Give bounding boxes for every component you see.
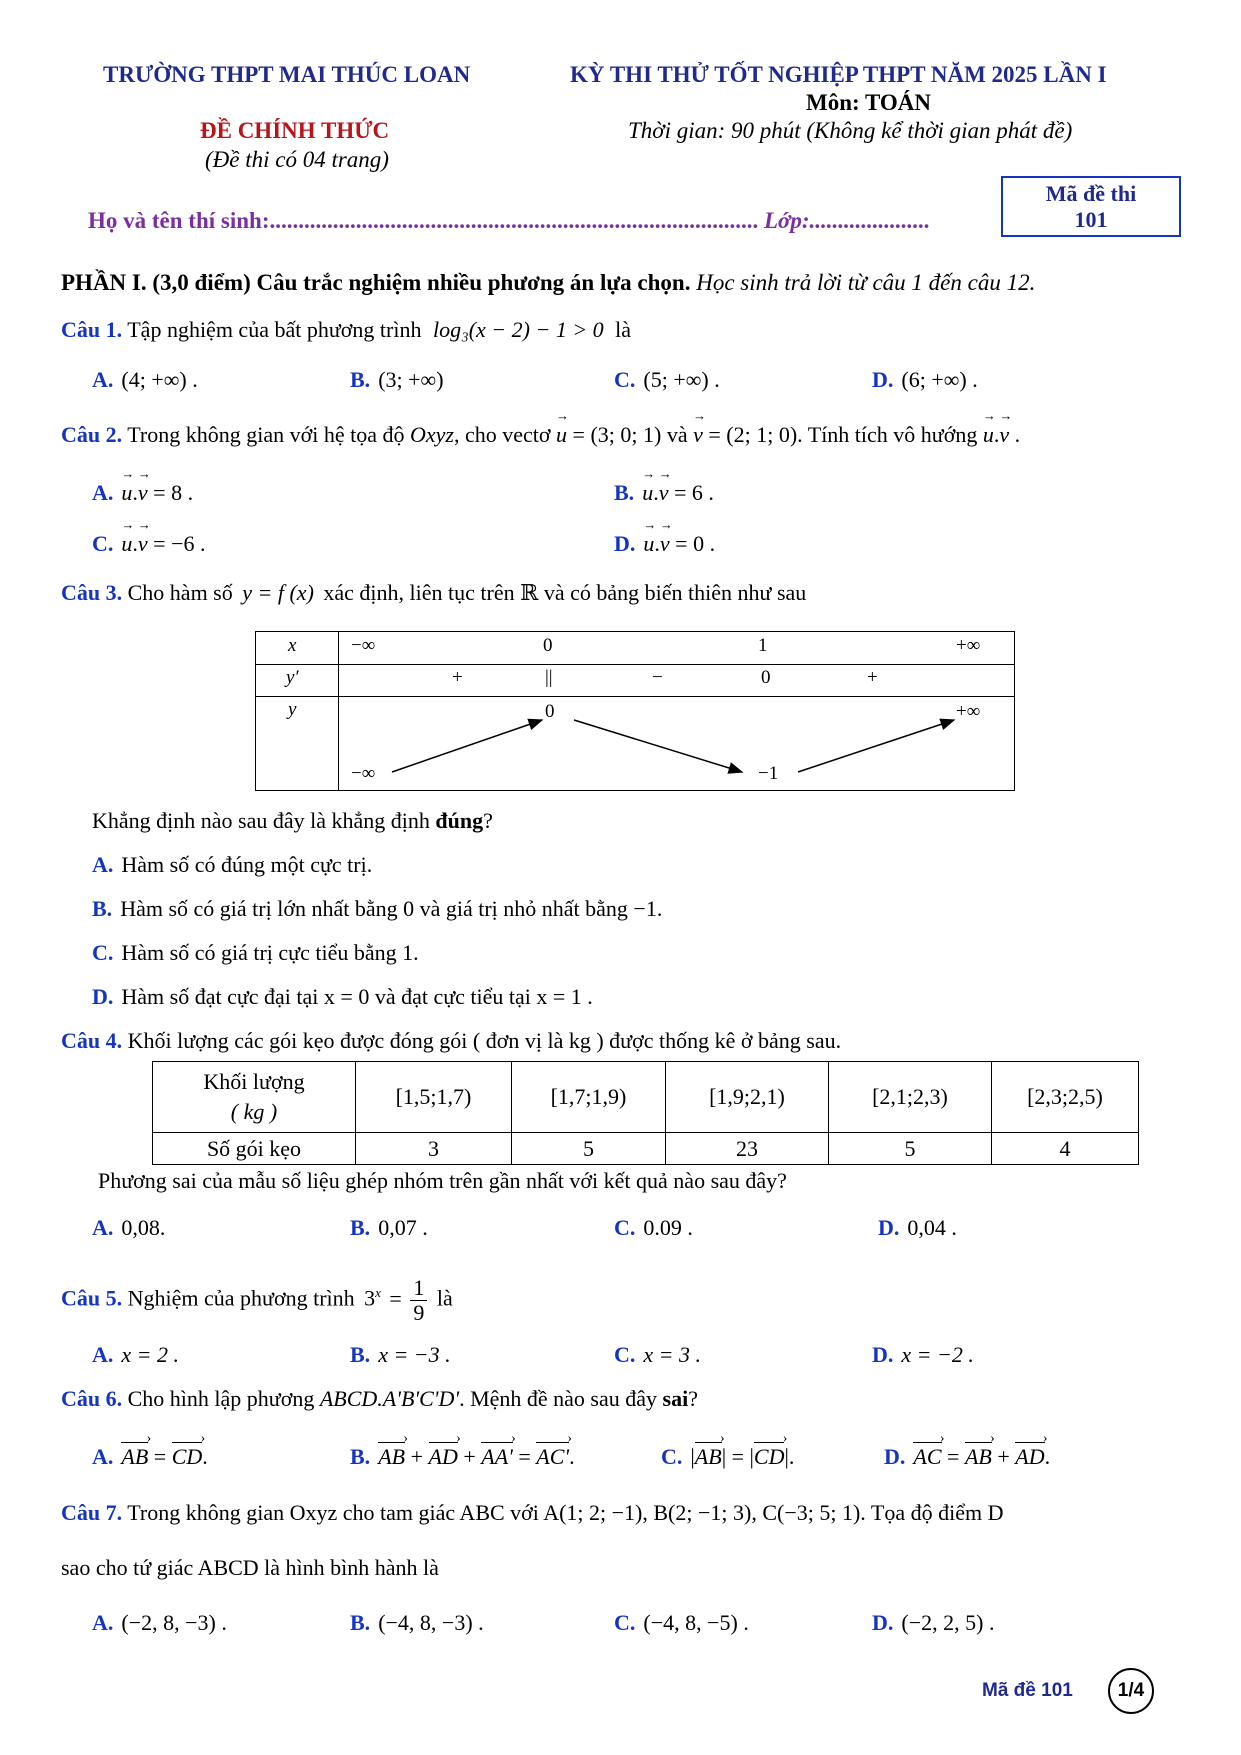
student-name-label: Họ và tên thí sinh:..................................................................................... [88,208,759,233]
option-text: 0.09 . [643,1215,693,1240]
question-7 [61,1500,1003,1526]
part1-instruction: Học sinh trả lời từ câu 1 đến câu 12. [696,270,1036,295]
q5-exponent: x [375,1285,381,1301]
q2-and: và [661,422,694,447]
option-letter: A. [92,1444,114,1469]
q5-tail: là [436,1285,453,1311]
q3-option-c[interactable] [92,940,419,966]
option-text: x = 2 . [121,1342,180,1367]
vector-u: → u [121,531,132,557]
q1-option-b[interactable] [350,367,444,393]
q6-option-b[interactable]: B. AB › + AD › + AA' › = AC' ›. [350,1444,575,1470]
q5-option-d[interactable] [872,1342,974,1368]
variation-arrows [256,632,1016,792]
school-name: TRƯỜNG THPT MAI THÚC LOAN [103,62,471,87]
option-text: Hàm số có giá trị cực tiểu bằng 1. [121,940,419,965]
option-text: = 0 . [669,531,716,556]
q3-option-a[interactable] [92,852,372,878]
vector-u: → u [983,422,994,448]
q6-q: ? [688,1386,698,1411]
option-letter: D. [884,1444,906,1469]
option-text: (5; +∞) . [643,367,720,392]
exam-time: Thời gian: 90 phút (Không kể thời gian phát đề) [628,118,1073,143]
q3-option-b[interactable] [92,896,662,922]
sign: 0 [761,667,771,688]
page-number: 1/4 [1108,1668,1154,1714]
option-letter: C. [614,1215,636,1240]
option-letter: A. [92,480,114,505]
option-text: 0,08. [121,1215,166,1240]
class-label: Lớp:..................... [763,208,931,233]
increasing-arrow [392,720,542,772]
option-text: (−2, 8, −3) . [121,1610,227,1635]
q2-text3: . Tính tích vô hướng [797,422,978,447]
frequency-table [152,1061,1139,1165]
question-6 [61,1386,698,1412]
group-cell: [2,1;2,3) [829,1062,992,1133]
q6-option-d[interactable]: D. AC › = AB › + AD ›. [884,1444,1050,1470]
q5-numerator: 1 [410,1276,427,1301]
option-letter: C. [92,531,114,556]
q2-option-d[interactable]: D.→ u.→ v = 0 . [614,531,715,557]
question-4 [61,1028,841,1054]
option-letter: C. [614,1342,636,1367]
row-label-cell: Số gói kẹo [153,1133,356,1165]
q6-text2: . Mệnh đề nào sau đây [459,1386,658,1411]
option-letter: D. [872,1342,894,1367]
vector-v: → v [693,422,703,448]
q2-oxyz: Oxyz [410,422,454,447]
q4-label: Câu 4. [61,1028,123,1053]
q3-label: Câu 3. [61,580,123,605]
count-cell: 3 [356,1133,512,1165]
option-letter: B. [350,1444,371,1469]
q3-claim-bold: đúng [435,808,484,833]
q2-uv: → u.→ v [983,422,1009,447]
option-letter: A. [92,852,114,877]
group-cell: [1,9;2,1) [666,1062,829,1133]
question-5 [61,1276,453,1325]
count-cell: 5 [512,1133,666,1165]
option-letter: A. [92,1215,114,1240]
option-letter: A. [92,367,114,392]
q2-option-b[interactable]: B.→ u.→ v = 6 . [614,480,714,506]
option-text: Hàm số đạt cực đại tại x = 0 và đạt cực tiểu tại x = 1 . [121,984,593,1009]
table-row [153,1062,1139,1133]
q6-option-a[interactable]: A. AB › = CD ›. [92,1444,208,1470]
q1-option-d[interactable] [872,367,978,393]
part1-heading [61,270,1035,296]
increasing-arrow [798,720,954,772]
q2-v-val: = (2; 1; 0) [702,422,798,447]
q7-option-c[interactable] [614,1610,749,1636]
q5-equation [364,1276,427,1325]
q1-label: Câu 1. [61,317,123,342]
q4-option-b[interactable] [350,1215,428,1241]
x-label: x [288,635,297,656]
option-letter: B. [92,896,113,921]
option-letter: C. [614,1610,636,1635]
x-value: 0 [543,635,553,656]
option-text: (3; +∞) [378,367,444,392]
q1-option-c[interactable] [614,367,720,393]
exam-title: KỲ THI THỬ TỐT NGHIỆP THPT NĂM 2025 LẦN I [570,62,1107,87]
count-cell: 4 [992,1133,1139,1165]
option-letter: D. [614,531,636,556]
variation-table [255,631,1015,791]
vector-v: → v [659,480,669,506]
option-letter: B. [350,367,371,392]
option-text: = 8 . [147,480,194,505]
table-row [153,1133,1139,1165]
q4-option-c[interactable] [614,1215,693,1241]
q5-option-b[interactable] [350,1342,451,1368]
q1-option-a[interactable] [92,367,198,393]
part1-title: PHẦN I. (3,0 điểm) Câu trắc nghiệm nhiều phương án lựa chọn. [61,270,691,295]
q3-func: y = f (x) [242,580,314,605]
sign: + [452,667,463,688]
vector-v: → v [660,531,670,557]
q4-option-a[interactable] [92,1215,165,1241]
vector-v: → v [999,422,1009,448]
student-name-line[interactable] [88,208,930,234]
option-letter: D. [878,1215,900,1240]
q5-option-c[interactable] [614,1342,701,1368]
option-text: = −6 . [147,531,206,556]
official-label: ĐỀ CHÍNH THỨC [200,118,390,143]
q7-label: Câu 7. [61,1500,123,1525]
exam-code-label: Mã đề thi [1045,181,1137,206]
group-cell: [1,5;1,7) [356,1062,512,1133]
vector-v: → v [138,480,148,506]
weight-label: Khối lượng [203,1069,305,1094]
vector-u: → u [642,480,653,506]
q6-text: Cho hình lập phương [127,1386,315,1411]
q4-question: Phương sai của mẫu số liệu ghép nhóm trên gần nhất với kết quả nào sau đây? [98,1168,787,1193]
q7-option-b[interactable] [350,1610,484,1636]
q6-bold: sai [662,1386,689,1411]
q5-equals: = [389,1285,402,1311]
option-letter: C. [614,367,636,392]
q2-option-a[interactable]: A.→ u.→ v = 8 . [92,480,193,506]
group-cell: [2,3;2,5) [992,1062,1139,1133]
option-text: (−4, 8, −3) . [378,1610,484,1635]
option-letter: A. [92,1342,114,1367]
footer-exam-code: Mã đề 101 [982,1680,1073,1701]
option-text: Hàm số có đúng một cực trị. [121,852,373,877]
y-value: −∞ [351,763,376,784]
subject: Môn: TOÁN [806,90,932,115]
option-letter: A. [92,1610,114,1635]
q4-text: Khối lượng các gói kẹo được đóng gói ( đơn vị là kg ) được thống kê ở bảng sau. [127,1028,842,1053]
weight-unit: ( kg ) [230,1099,278,1124]
vector-u: → u [643,531,654,557]
option-text: Hàm số có giá trị lớn nhất bằng 0 và giá trị nhỏ nhất bằng −1. [120,896,663,921]
q7-option-a[interactable] [92,1610,227,1636]
option-text: x = −3 . [378,1342,451,1367]
option-letter: B. [614,480,635,505]
y-value: 0 [545,701,555,722]
option-letter: D. [872,367,894,392]
option-text: x = −2 . [901,1342,974,1367]
table-header-cell [153,1062,356,1133]
q3-text: Cho hàm số [127,580,233,605]
exam-code-value: 101 [1074,207,1108,232]
vector-v: → v [138,531,148,557]
q3-option-d[interactable] [92,984,593,1010]
vector-u: → u [556,422,567,448]
option-letter: B. [350,1215,371,1240]
option-letter: C. [92,940,114,965]
y-label: y [288,699,297,720]
option-letter: B. [350,1610,371,1635]
option-text: = 6 . [668,480,714,505]
q2-u-val: = (3; 0; 1) [567,422,662,447]
option-letter: D. [92,984,114,1009]
x-value: +∞ [956,635,981,656]
option-text: (6; +∞) . [901,367,978,392]
q2-text2: , cho vectơ [453,422,551,447]
question-3 [61,580,806,606]
question-2: Câu 2. Trong không gian với hệ tọa độ Oxyz, cho vectơ → u = (3; 0; 1) và → v = (2; 1; 0). Tính tích vô hướng → u.→ v . [61,422,1020,448]
sign: − [652,667,663,688]
exam-code-box [1001,176,1181,237]
q3-claim-text: Khẳng định nào sau đây là khẳng định [92,808,430,833]
yprime-label: y′ [286,667,299,688]
q6-option-c[interactable]: C. |AB ›| = |CD ›|. [661,1444,794,1470]
q1-math: log₃(x − 2) − 1 > 0 [432,317,604,342]
y-value: +∞ [956,701,981,722]
x-value: −∞ [351,635,376,656]
q5-text: Nghiệm của phương trình [127,1285,355,1311]
q5-label: Câu 5. [61,1285,123,1311]
q2-label: Câu 2. [61,422,123,447]
option-text: x = 3 . [643,1342,702,1367]
decreasing-arrow [574,720,742,772]
count-cell: 5 [829,1133,992,1165]
page-count: (Đề thi có 04 trang) [205,147,389,172]
q6-cube: ABCD.A'B'C'D' [319,1386,460,1411]
x-value: 1 [758,635,768,656]
y-value: −1 [758,763,779,784]
q5-denominator: 9 [413,1300,425,1325]
option-letter: B. [350,1342,371,1367]
q2-text: Trong không gian với hệ tọa độ [127,422,405,447]
q3-claim: Khẳng định nào sau đây là khẳng định đúng? [92,808,493,833]
count-cell: 23 [666,1133,829,1165]
q7-text2: sao cho tứ giác ABCD là hình bình hành là [61,1555,439,1580]
question-1 [61,317,631,343]
option-text: (4; +∞) . [121,367,198,392]
q5-fraction [410,1276,427,1325]
option-text: (−2, 2, 5) . [901,1610,995,1635]
q7-option-d[interactable] [872,1610,994,1636]
q2-option-c[interactable]: C.→ u.→ v = −6 . [92,531,205,557]
q3-text2: xác định, liên tục trên ℝ và có bảng biến thiên như sau [323,580,807,605]
group-cell: [1,7;1,9) [512,1062,666,1133]
q7-text: Trong không gian Oxyz cho tam giác ABC với A(1; 2; −1), B(2; −1; 3), C(−3; 5; 1). Tọa độ điểm D [127,1500,1004,1525]
q1-text: Tập nghiệm của bất phương trình [127,317,422,342]
option-letter: D. [872,1610,894,1635]
sign: || [545,667,553,688]
vector-u: → u [121,480,132,506]
sign: + [867,667,878,688]
option-text: 0,04 . [907,1215,957,1240]
option-text: 0,07 . [378,1215,428,1240]
q5-base: 3 [364,1285,376,1311]
option-text: (−4, 8, −5) . [643,1610,749,1635]
option-letter: C. [661,1444,683,1469]
q6-label: Câu 6. [61,1386,123,1411]
q4-option-d[interactable] [878,1215,957,1241]
q5-option-a[interactable] [92,1342,179,1368]
q1-tail: là [615,317,632,342]
